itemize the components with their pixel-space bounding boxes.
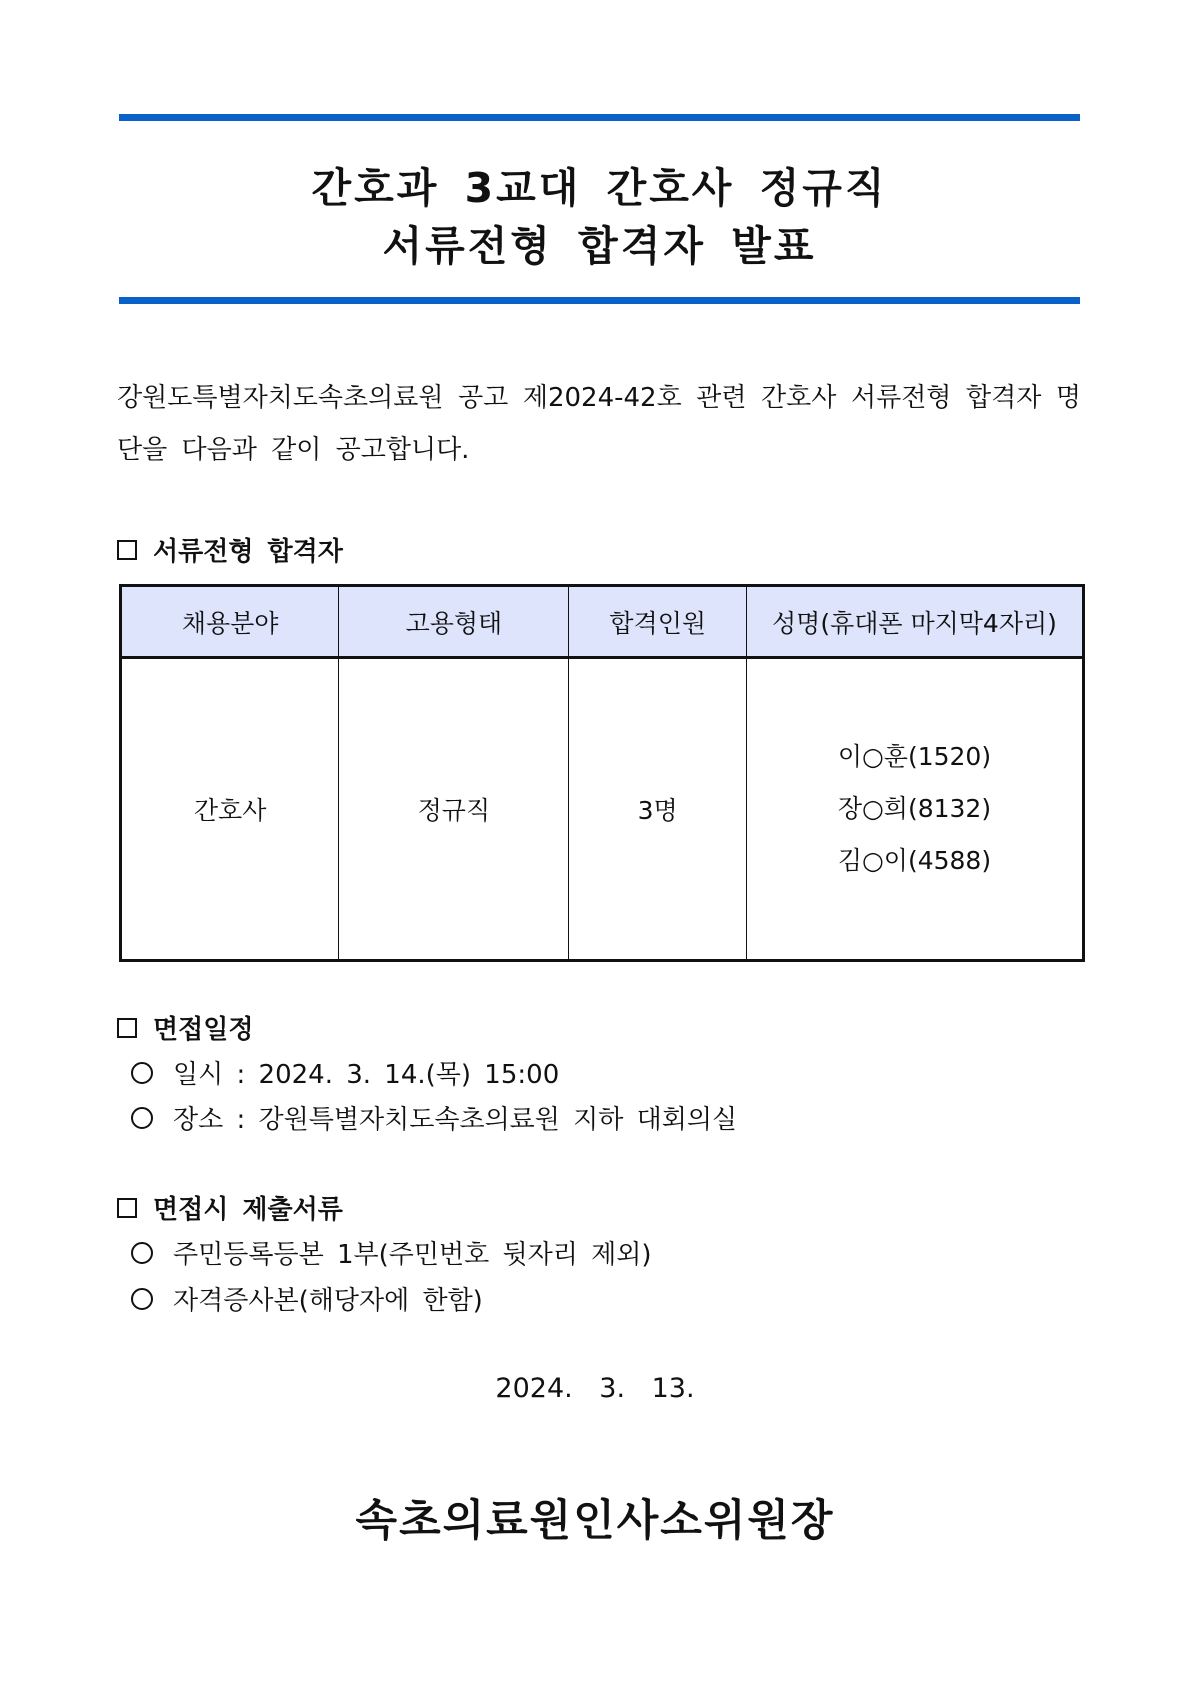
circle-bullet-icon <box>131 1242 153 1264</box>
interview-schedule-heading-text: 면접일정 <box>153 1015 254 1045</box>
circle-bullet-icon <box>131 1288 153 1310</box>
candidate-name: 김○이(4588) <box>837 846 992 875</box>
candidate-name: 이○훈(1520) <box>837 742 992 771</box>
square-bullet-icon <box>117 1198 137 1218</box>
documents-heading <box>117 1189 343 1226</box>
header-field: 채용분야 <box>121 586 339 658</box>
cell-field: 간호사 <box>121 658 339 961</box>
cell-count: 3명 <box>569 658 746 961</box>
cell-names <box>746 658 1083 961</box>
schedule-item <box>131 1054 559 1091</box>
page-title-line-2: 서류전형 합격자 발표 <box>382 222 817 270</box>
announcement-date: 2024. 3. 13. <box>495 1373 695 1404</box>
document-item <box>131 1234 651 1271</box>
document-item <box>131 1280 483 1317</box>
schedule-item-text: 장소 : 강원특별자치도속초의료원 지하 대회의실 <box>173 1105 738 1135</box>
results-section-heading-text: 서류전형 합격자 <box>153 537 343 567</box>
schedule-item <box>131 1099 737 1136</box>
schedule-item-text: 일시 : 2024. 3. 14.(목) 15:00 <box>173 1060 560 1090</box>
documents-heading-text: 면접시 제출서류 <box>153 1195 343 1225</box>
table-header-row <box>121 586 1084 658</box>
title-top-rule <box>119 114 1080 121</box>
title-bottom-rule <box>119 297 1080 304</box>
header-count: 합격인원 <box>569 586 746 658</box>
square-bullet-icon <box>117 1018 137 1038</box>
page-title-line-1: 간호과 3교대 간호사 정규직 <box>311 164 888 212</box>
interview-schedule-heading <box>117 1009 253 1046</box>
document-item-text: 주민등록등본 1부(주민번호 뒷자리 제외) <box>173 1240 652 1270</box>
candidate-name: 장○희(8132) <box>837 794 992 823</box>
document-item-text: 자격증사본(해당자에 한함) <box>173 1286 483 1316</box>
header-employment: 고용형태 <box>339 586 569 658</box>
circle-bullet-icon <box>131 1107 153 1129</box>
header-names: 성명(휴대폰 마지막4자리) <box>746 586 1083 658</box>
intro-paragraph: 강원도특별자치도속초의료원 공고 제2024-42호 관련 간호사 서류전형 합격자 명단을 다음과 같이 공고합니다. <box>117 383 1081 465</box>
square-bullet-icon <box>117 540 137 560</box>
results-section-heading <box>117 531 343 568</box>
cell-employment: 정규직 <box>339 658 569 961</box>
table-row <box>121 658 1084 961</box>
signer: 속초의료원인사소위원장 <box>355 1496 835 1546</box>
circle-bullet-icon <box>131 1062 153 1084</box>
results-table <box>119 584 1085 962</box>
